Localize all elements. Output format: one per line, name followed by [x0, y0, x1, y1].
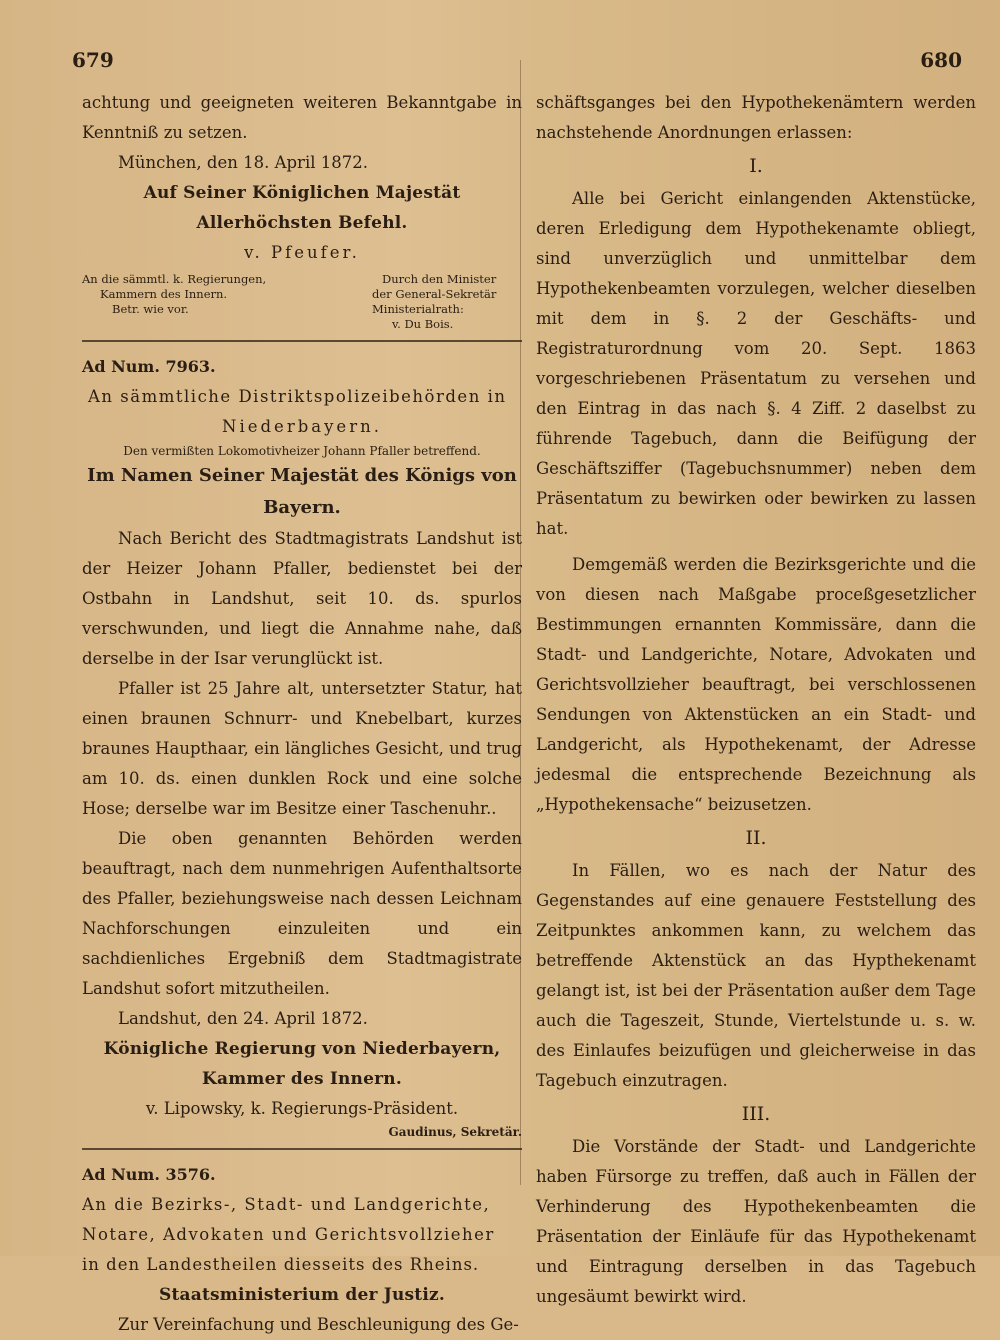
notice-paragraph: Nach Bericht des Stadtmagistrats Landshut ist der Heizer Johann Pfaller, bedienstet bei der Ostbahn in Landshut, seit 10. ds. spurlos verschwunden, und liegt die Annahme nahe, daß derselbe in der Isar verunglückt ist.: [82, 529, 522, 668]
addressee-line: An sämmtliche Distriktspolizeibehörden in: [88, 387, 507, 406]
countersign-line: v. Du Bois.: [392, 317, 454, 331]
signer: v. Pfeufer.: [244, 243, 360, 262]
intro-text: achtung und geeigneten weiteren Bekanntgabe in Kenntniß zu setzen.: [82, 93, 522, 142]
addressee-line: Betr. wie vor.: [112, 302, 189, 316]
subject-line: Den vermißten Lokomotivheizer Johann Pfaller betreffend.: [123, 444, 481, 458]
countersign-line: Durch den Minister: [382, 272, 497, 286]
authority-line: Königliche Regierung von Niederbayern,: [103, 1039, 501, 1059]
addressee-line: Kammern des Innern.: [100, 287, 228, 301]
section-numeral: III.: [741, 1103, 771, 1125]
section-numeral: I.: [749, 155, 763, 177]
left-column: [82, 88, 522, 1340]
addressee-left: [82, 272, 292, 332]
section-paragraph: Die Vorstände der Stadt- und Landgerichte haben Fürsorge zu treffen, daß auch in Fällen der Verhinderung des Hypothekenbeamten die Präsentation der Einläufe für das Hypothekenamt und Eintragung derselben in das Tagebuch ungesäumt bewirkt wird.: [536, 1137, 976, 1306]
countersign-line: Ministerialrath:: [372, 302, 464, 316]
countersign-right: [372, 272, 522, 332]
countersign-line: der General-Sekretär: [372, 287, 497, 301]
section-paragraph: Demgemäß werden die Bezirksgerichte und die von diesen nach Maßgabe proceßgesetzlicher Bestimmungen ernannten Kommissäre, dann die Stadt- und Landgerichte, Notare, Advokaten und Gerichtsvollzieher beauftragt, bei verschlossenen Sendungen von Aktenstücken an ein Stadt- und Landgericht, als Hypothekenamt, der Adresse jedesmal die entsprechende Bezeichnung als „Hypothekensache“ beizusetzen.: [536, 555, 976, 814]
notice-paragraph: Zur Vereinfachung und Beschleunigung des Ge-: [118, 1315, 519, 1334]
signer: v. Lipowsky, k. Regierungs-Präsident.: [145, 1099, 459, 1118]
name-heading: Im Namen Seiner Majestät des Königs von Bayern.: [87, 465, 517, 518]
section-numeral: II.: [745, 827, 767, 849]
addressee-line: Niederbayern.: [222, 417, 382, 436]
section-paragraph: In Fällen, wo es nach der Natur des Gegenstandes auf eine genauere Feststellung des Zeitpunktes ankommen kann, zu welchem das betreffende Aktenstück an das Hypthekenamt gelangt ist, ist bei der Präsentation außer dem Tage auch die Tageszeit, Stunde, Viertelstunde u. s. w. des Einlaufes beizufügen und gleicherweise in das Tagebuch einzutragen.: [536, 861, 976, 1090]
addressee-line: An die Bezirks-, Stadt- und Landgerichte,: [82, 1195, 491, 1214]
secretary: Gaudinus, Sekretär.: [388, 1125, 522, 1139]
right-column: [536, 88, 976, 1312]
ministry-heading: Staatsministerium der Justiz.: [158, 1285, 445, 1305]
section-rule: [82, 1148, 522, 1150]
continuation-text: schäftsganges bei den Hypothekenämtern werden nachstehende Anordnungen erlassen:: [536, 93, 976, 142]
order-heading: Auf Seiner Königlichen Majestät Allerhöchsten Befehl.: [143, 183, 461, 233]
notice-paragraph: Die oben genannten Behörden werden beauftragt, nach dem nunmehrigen Aufenthaltsorte des Pfaller, beziehungsweise nach dessen Leichnam Nachforschungen einzuleiten und ein sachdienliches Ergebniß dem Stadtmagistrate Landshut sofort mitzutheilen.: [82, 829, 522, 998]
section-rule: [82, 340, 522, 342]
addressee-line: in den Landestheilen diesseits des Rheins.: [82, 1255, 480, 1274]
addressee-block: [82, 272, 522, 332]
place-date: Landshut, den 24. April 1872.: [118, 1009, 368, 1028]
section-paragraph: Alle bei Gericht einlangenden Aktenstücke, deren Erledigung dem Hypothekenamte obliegt, sind unverzüglich und unmittelbar dem Hypothekenbeamten vorzulegen, welcher dieselben mit dem in §. 2 der Geschäfts- und Registraturordnung vom 20. Sept. 1863 vorgeschriebenen Präsentatum zu versehen und den Eintrag in das nach §. 4 Ziff. 2 daselbst zu führende Tagebuch, dann die Beifügung der Geschäftsziffer (Tagebuchsnummer) neben dem Präsentatum zu bewirken oder bewirken zu lassen hat.: [536, 189, 976, 538]
addressee-line: Notare, Advokaten und Gerichtsvollzieher: [82, 1225, 495, 1244]
page-number-right: 680: [920, 48, 962, 72]
addressee-line: An die sämmtl. k. Regierungen,: [82, 272, 267, 286]
notice-paragraph: Pfaller ist 25 Jahre alt, untersetzter Statur, hat einen braunen Schnurr- und Knebelbart, kurzes braunes Haupthaar, ein längliches Gesicht, und trug am 10. ds. einen dunklen Rock und eine solche Hose; derselbe war im Besitze einer Taschenuhr..: [82, 679, 522, 818]
notice-number: Ad Num. 3576.: [82, 1165, 216, 1184]
page-number-left: 679: [72, 48, 114, 72]
notice-number: Ad Num. 7963.: [82, 357, 216, 376]
authority-line: Kammer des Innern.: [202, 1069, 402, 1089]
place-date: München, den 18. April 1872.: [118, 153, 368, 172]
